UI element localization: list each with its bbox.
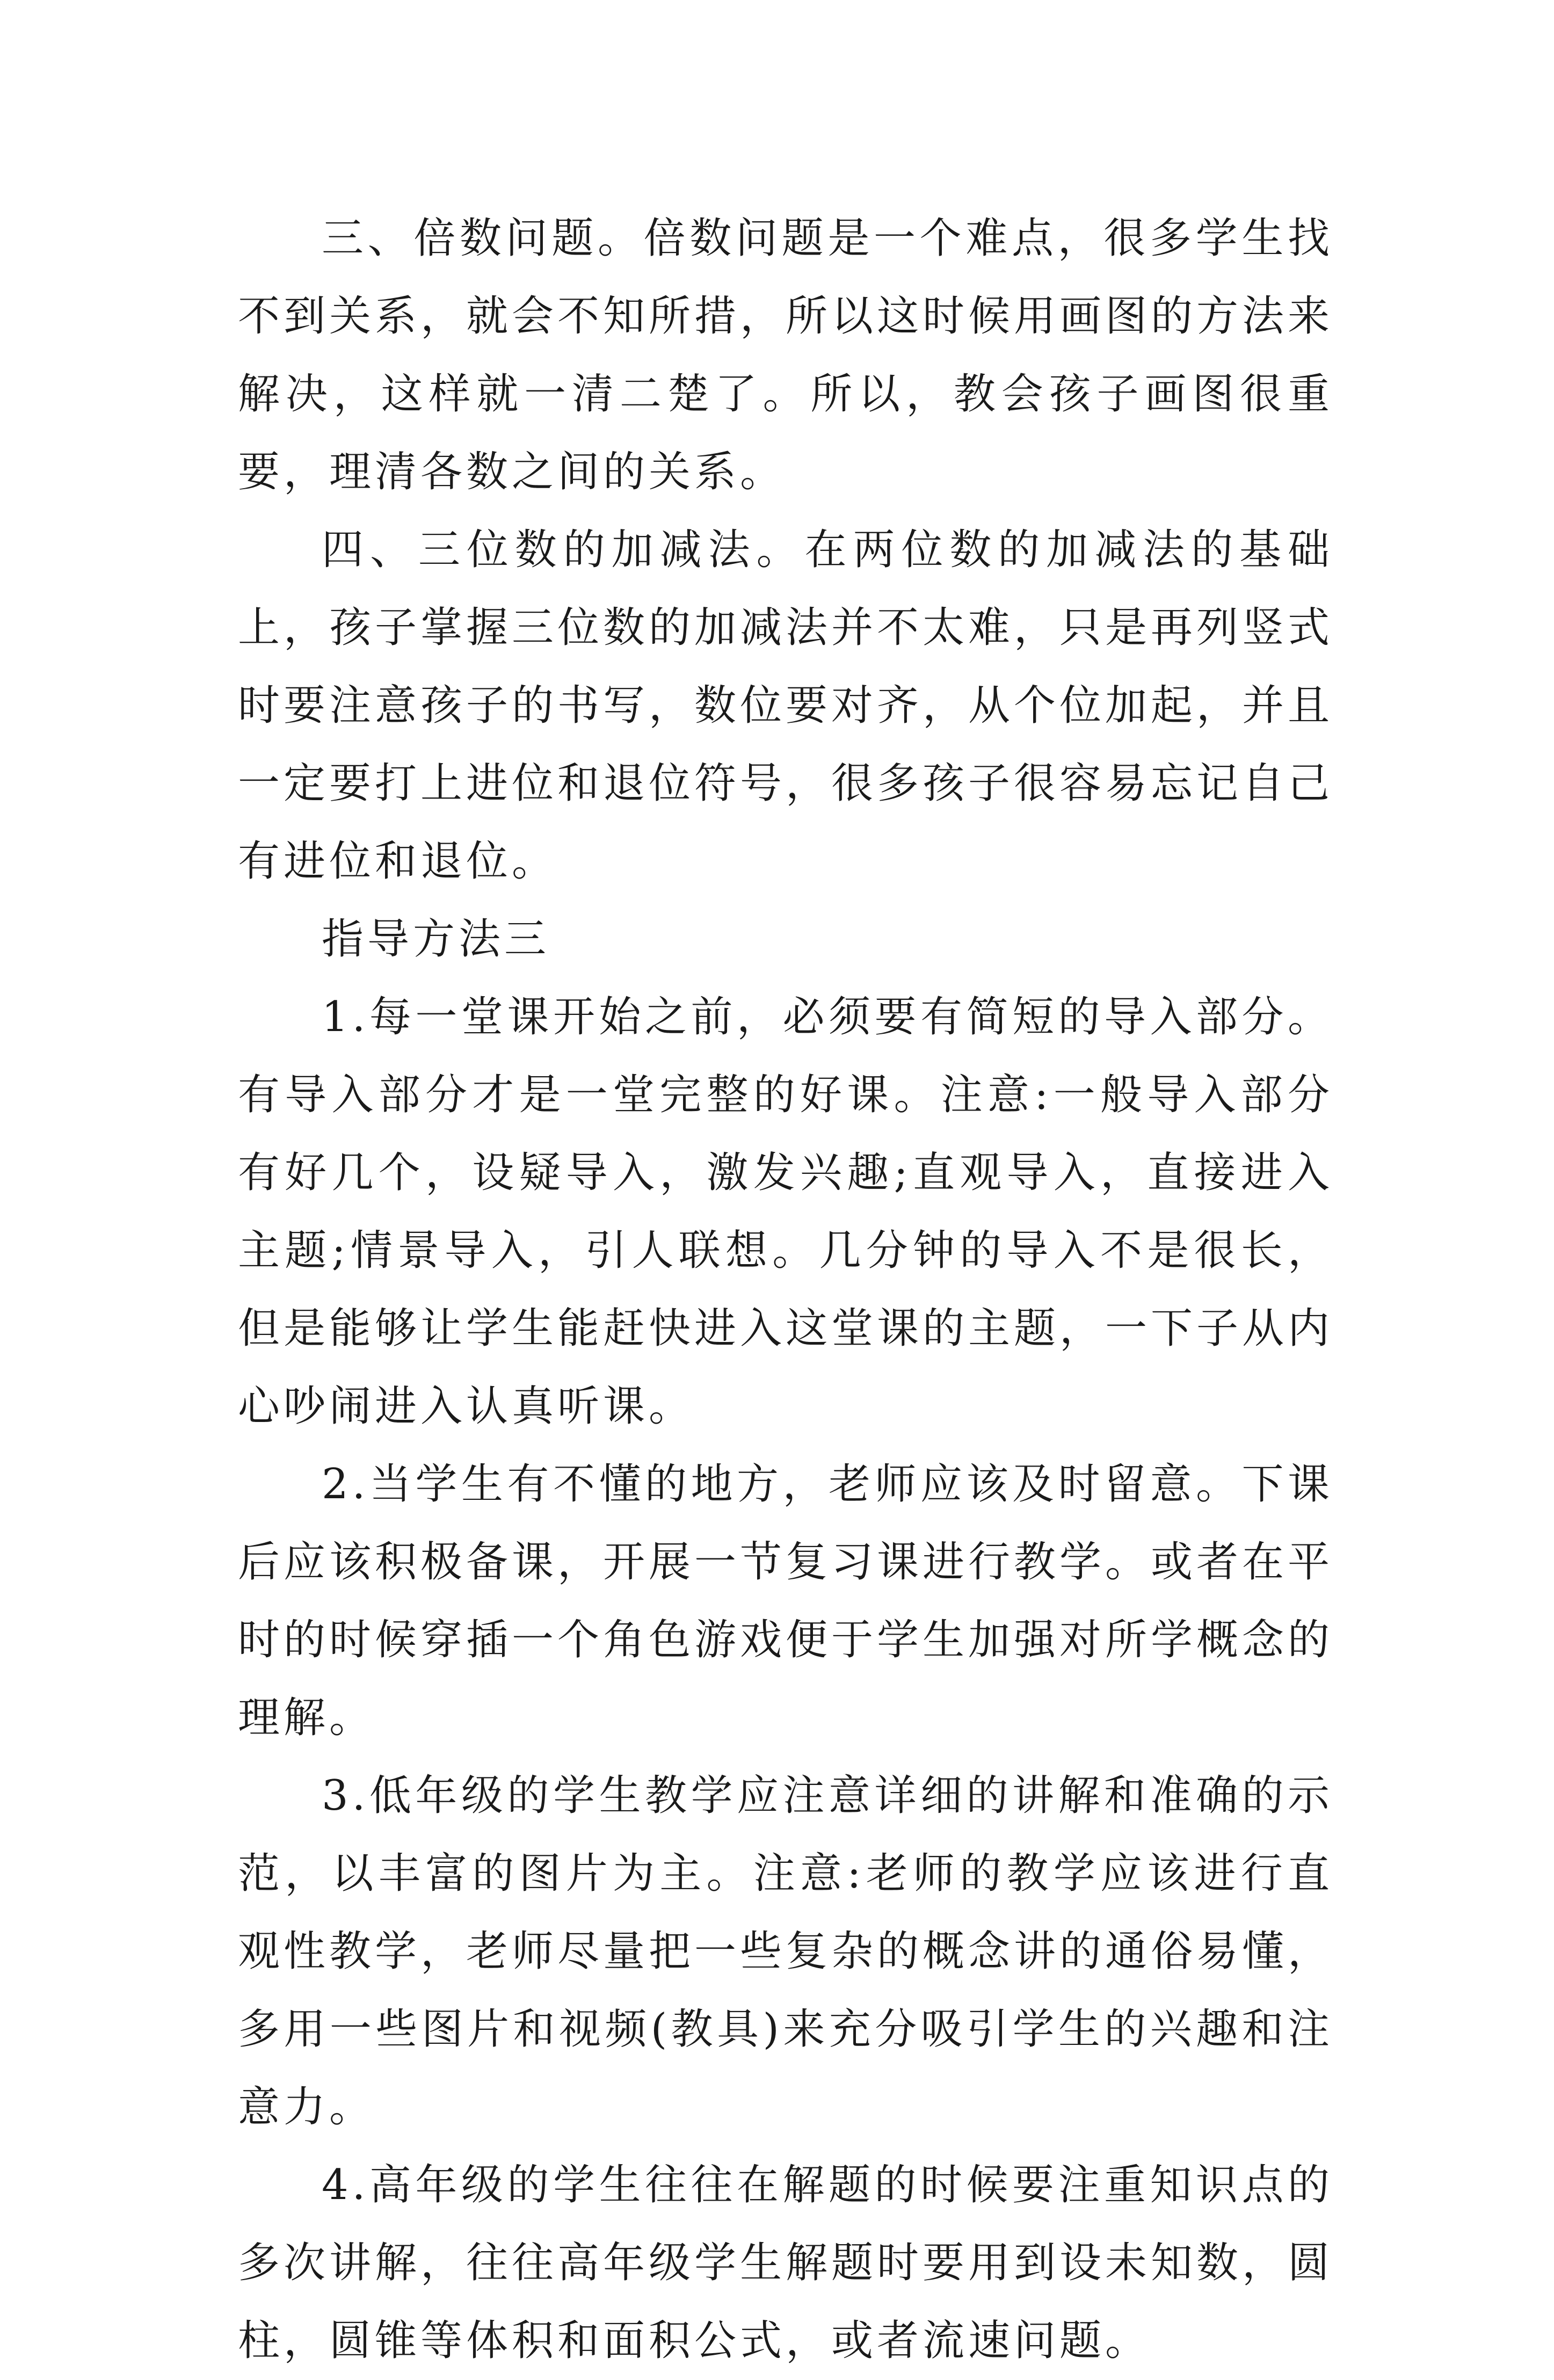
paragraph-three-digit-addition-subtraction: 四、三位数的加减法。在两位数的加减法的基础上，孩子掌握三位数的加减法并不太难，只是再列竖式时要注意孩子的书写，数位要对齐，从个位加起，并且一定要打上进位和退位符号，很多孩子很容易忘记自己有进位和退位。 xyxy=(238,526,1334,886)
document-body xyxy=(238,200,1333,2380)
section-heading-guidance-method-3: 指导方法三 xyxy=(322,915,550,963)
paragraph-item-4-upper-grade-teaching: 4.高年级的学生往往在解题的时候要注重知识点的多次讲解，往往高年级学生解题时要用到设未知数，圆柱，圆锥等体积和面积公式，或者流速问题。 xyxy=(238,2161,1334,2365)
paragraph-item-3-lower-grade-teaching: 3.低年级的学生教学应注意详细的讲解和准确的示范，以丰富的图片为主。注意:老师的教学应该进行直观性教学，老师尽量把一些复杂的概念讲的通俗易懂，多用一些图片和视频(教具)来充分吸引学生的兴趣和注意力。 xyxy=(238,1772,1334,2131)
paragraph-item-2-review-lesson: 2.当学生有不懂的地方，老师应该及时留意。下课后应该积极备课，开展一节复习课进行教学。或者在平时的时候穿插一个角色游戏便于学生加强对所学概念的理解。 xyxy=(238,1460,1334,1742)
paragraph-multiples-problem: 三、倍数问题。倍数问题是一个难点，很多学生找不到关系，就会不知所措，所以这时候用画图的方法来解决，这样就一清二楚了。所以，教会孩子画图很重要，理清各数之间的关系。 xyxy=(238,214,1334,496)
paragraph-item-1-lesson-introduction: 1.每一堂课开始之前，必须要有简短的导入部分。有导入部分才是一堂完整的好课。注意:一般导入部分有好几个，设疑导入，激发兴趣;直观导入，直接进入主题;情景导入，引人联想。几分钟的导入不是很长，但是能够让学生能赶快进入这堂课的主题，一下子从内心吵闹进入认真听课。 xyxy=(238,993,1334,1431)
